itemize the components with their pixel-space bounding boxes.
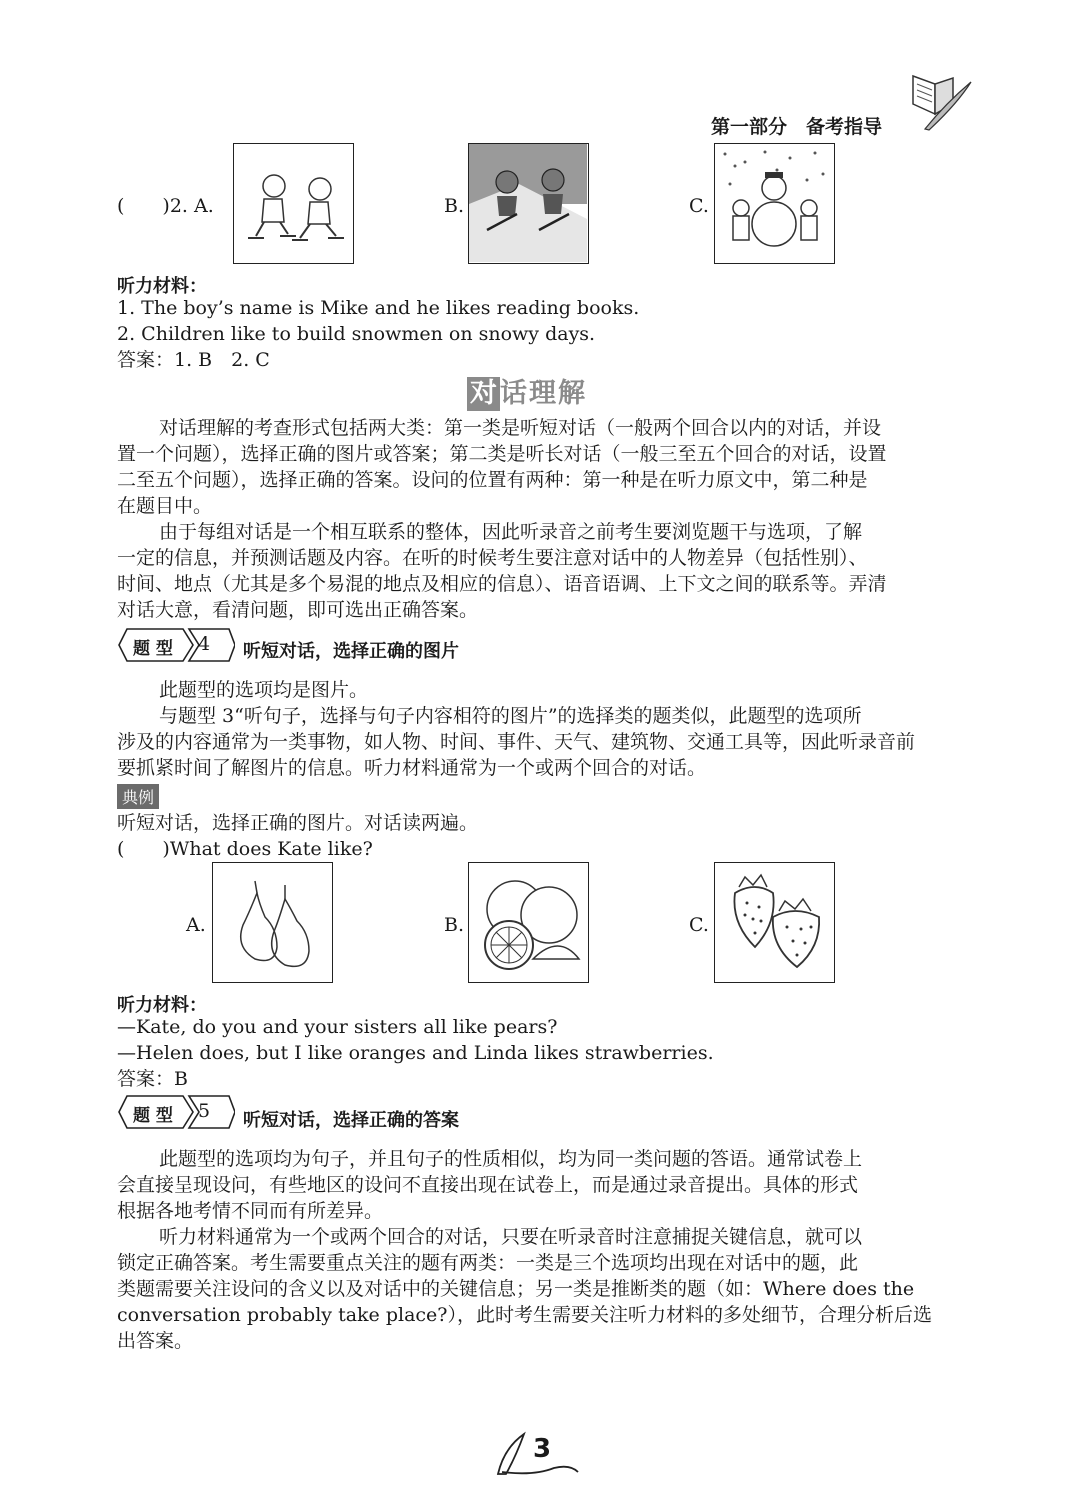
text-line: 置一个问题），选择正确的图片或答案；第二类是听长对话（一般三至五个回合的对话，设置 — [117, 443, 887, 465]
type-4-tag-label: 题 型 — [133, 639, 173, 659]
type-5-paragraph-1 — [117, 1146, 969, 1224]
type-4-title: 听短对话，选择正确的图片 — [243, 641, 459, 662]
type-4-number: 4 — [198, 633, 211, 655]
skating-kids-icon — [234, 144, 352, 262]
answer-line: 答案：B — [117, 1068, 188, 1090]
section-header: 第一部分 备考指导 — [711, 116, 883, 138]
text-line: 听力材料通常为一个或两个回合的对话，只要在听录音时注意捕捉关键信息，就可以 — [159, 1226, 863, 1248]
text-line: 根据各地考情不同而有所差异。 — [117, 1200, 384, 1222]
skiing-kids-icon — [469, 144, 587, 262]
text-line: 出答案。 — [117, 1330, 194, 1352]
picture-skiing-kids[interactable] — [468, 143, 589, 264]
book-quill-icon — [905, 74, 975, 134]
type-5-paragraph-2 — [117, 1224, 969, 1354]
text-line: 要抓紧时间了解图片的信息。听力材料通常为一个或两个回合的对话。 — [117, 757, 707, 779]
text-line: 会直接呈现设问，有些地区的设问不直接出现在试卷上，而是通过录音提出。具体的形式 — [117, 1174, 859, 1196]
oranges-icon — [469, 863, 587, 981]
text-line: 在题目中。 — [117, 495, 213, 517]
picture-skating-kids[interactable] — [233, 143, 354, 264]
text-line: 此题型的选项均是图片。 — [159, 679, 369, 701]
text-line: 二至五个问题），选择正确的答案。设问的位置有两种：第一种是在听力原文中，第二种是 — [117, 469, 868, 491]
question-2-label: ( )2. A. — [117, 195, 214, 217]
section-title — [467, 377, 587, 415]
option-b-label: B. — [444, 914, 465, 936]
listening-label: 听力材料： — [117, 276, 207, 297]
text-line: 对话理解的考查形式包括两大类：第一类是听短对话（一般两个回合以内的对话，并设 — [159, 417, 882, 439]
example-question: ( )What does Kate like? — [117, 838, 373, 860]
listening-line-1: 1. The boy’s name is Mike and he likes reading books. — [117, 297, 640, 319]
type-5-number: 5 — [198, 1100, 211, 1122]
type-4-paragraph-2 — [117, 703, 969, 781]
text-line: 锁定正确答案。考生需要重点关注的题有两类：一类是三个选项均出现在对话中的题，此 — [117, 1252, 859, 1274]
text-line: 一定的信息，并预测话题及内容。在听的时候考生要注意对话中的人物差异（包括性别）、 — [117, 547, 868, 569]
text-line: 涉及的内容通常为一类事物，如人物、时间、事件、天气、建筑物、交通工具等，因此听录音前 — [117, 731, 916, 753]
text-line: 此题型的选项均为句子，并且句子的性质相似，均为同一类问题的答语。通常试卷上 — [159, 1148, 863, 1170]
example-tag: 典例 — [117, 784, 159, 809]
listening-line-2: 2. Children like to build snowmen on snowy days. — [117, 323, 596, 345]
strawberries-icon — [715, 863, 833, 981]
answer-line: 答案：1. B 2. C — [117, 349, 270, 371]
option-c-label: C. — [689, 195, 709, 217]
text-line: conversation probably take place?），此时考生需要关注听力材料的多处细节，合理分析后选 — [117, 1304, 932, 1326]
picture-snowman[interactable] — [714, 143, 835, 264]
listening-label: 听力材料： — [117, 995, 207, 1016]
picture-pears[interactable] — [212, 862, 333, 983]
text-line: 对话大意，看清问题，即可选出正确答案。 — [117, 599, 479, 621]
intro-paragraph-1 — [117, 415, 969, 519]
dialog-line-1: —Kate, do you and your sisters all like pears? — [117, 1016, 558, 1038]
text-line: 类题需要关注设问的含义以及对话中的关键信息；另一类是推断类的题（如：Where does the — [117, 1278, 915, 1300]
section-title-first-char: 对 — [467, 377, 500, 411]
type-5-tag-label: 题 型 — [133, 1106, 173, 1126]
example-instruction: 听短对话，选择正确的图片。对话读两遍。 — [117, 812, 479, 834]
option-c-label: C. — [689, 914, 709, 936]
text-line: 由于每组对话是一个相互联系的整体，因此听录音之前考生要浏览题干与选项，了解 — [159, 521, 863, 543]
text-line: 时间、地点（尤其是多个易混的地点及相应的信息）、语音语调、上下文之间的联系等。弄清 — [117, 573, 887, 595]
type-4-paragraph-1 — [117, 677, 969, 703]
snowman-icon — [715, 144, 833, 262]
picture-strawberries[interactable] — [714, 862, 835, 983]
picture-oranges[interactable] — [468, 862, 589, 983]
pears-icon — [213, 863, 331, 981]
text-line: 与题型 3“听句子，选择与句子内容相符的图片”的选择类的题类似，此题型的选项所 — [159, 705, 862, 727]
intro-paragraph-2 — [117, 519, 969, 623]
option-a-label: A. — [186, 914, 206, 936]
option-b-label: B. — [444, 195, 465, 217]
type-5-title: 听短对话，选择正确的答案 — [243, 1110, 459, 1131]
page-number: 3 — [533, 1434, 552, 1464]
dialog-line-2: —Helen does, but I like oranges and Linda likes strawberries. — [117, 1042, 714, 1064]
section-title-rest: 话理解 — [500, 378, 587, 409]
